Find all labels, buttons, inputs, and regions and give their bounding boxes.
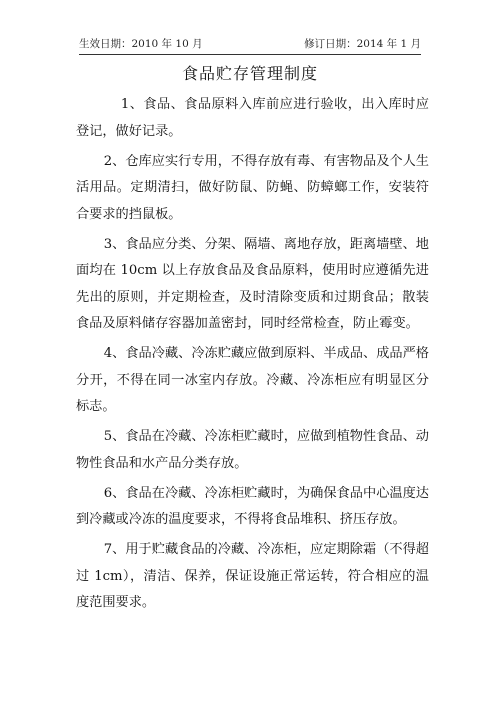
document-title: 食品贮存管理制度 [181, 64, 318, 83]
document-body [76, 92, 429, 620]
paragraph-4: 4、食品冷藏、冷冻贮藏应做到原料、半成品、成品严格分开，不得在同一冰室内存放。冷藏、冷冻柜应有明显区分标志。 [76, 346, 429, 414]
page-header [79, 34, 421, 55]
paragraph-7: 7、用于贮藏食品的冷藏、冷冻柜，应定期除霜（不得超过 1cm），清洁、保养，保证设施正常运转，符合相应的温度范围要求。 [76, 542, 429, 610]
effective-date: 生效日期：2010 年 10 月 [79, 38, 203, 50]
paragraph-5: 5、食品在冷藏、冷冻柜贮藏时，应做到植物性食品、动物性食品和水产品分类存放。 [76, 429, 429, 471]
revised-date: 修订日期：2014 年 1 月 [304, 38, 421, 50]
paragraph-3: 3、食品应分类、分架、隔墙、离地存放，距离墙壁、地面均在 10cm 以上存放食品及食品原料，使用时应遵循先进先出的原则，并定期检查，及时清除变质和过期食品；散装食品及原料储存容器加盖密封，同时经常检查，防止霉变。 [76, 236, 429, 331]
paragraph-2: 2、仓库应实行专用，不得存放有毒、有害物品及个人生活用品。定期清扫，做好防鼠、防蝇、防蟑螂工作，安装符合要求的挡鼠板。 [76, 153, 429, 222]
paragraph-1: 1、食品、食品原料入库前应进行验收，出入库时应登记，做好记录。 [76, 97, 429, 139]
paragraph-6: 6、食品在冷藏、冷冻柜贮藏时，为确保食品中心温度达到冷藏或冷冻的温度要求，不得将食品堆积、挤压存放。 [76, 485, 429, 527]
